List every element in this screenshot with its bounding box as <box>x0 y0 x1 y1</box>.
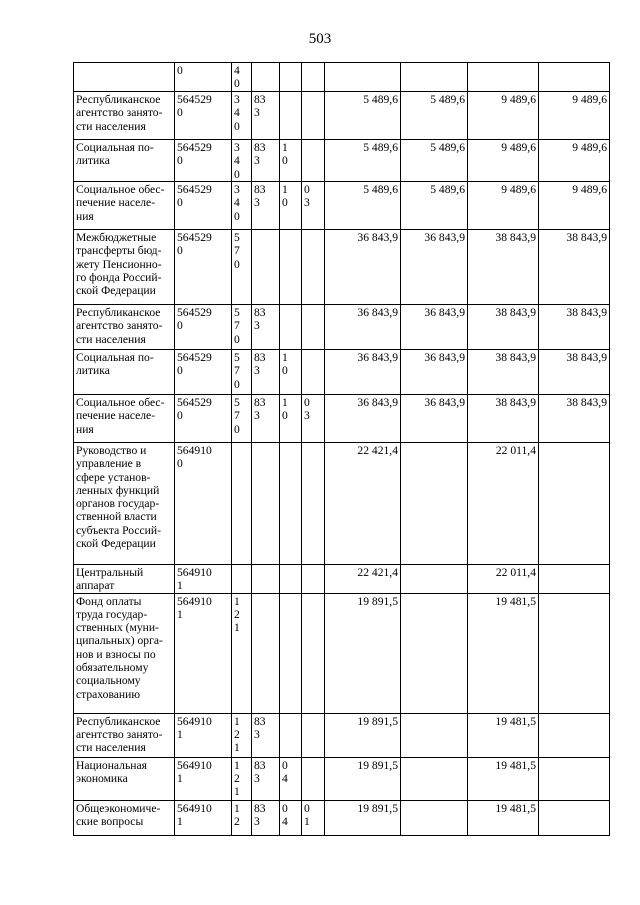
table-row <box>74 230 610 305</box>
amount-4-cell <box>539 443 610 565</box>
subsection-cell <box>302 63 325 92</box>
department-cell: 83 3 <box>252 757 280 800</box>
amount-3-cell: 9 489,6 <box>468 182 539 230</box>
amount-2-cell <box>401 593 468 713</box>
expense-type-cell: 1 2 <box>232 800 252 835</box>
code-cell: 564529 0 <box>175 182 232 230</box>
amount-4-cell: 38 843,9 <box>539 395 610 443</box>
amount-1-cell: 36 843,9 <box>325 395 401 443</box>
amount-1-cell: 19 891,5 <box>325 800 401 835</box>
amount-2-cell <box>401 565 468 594</box>
budget-table <box>73 62 610 836</box>
table-row <box>74 92 610 140</box>
amount-1-cell: 36 843,9 <box>325 230 401 305</box>
code-cell: 564910 1 <box>175 713 232 757</box>
subsection-cell: 0 1 <box>302 800 325 835</box>
amount-3-cell: 22 011,4 <box>468 443 539 565</box>
name-cell: Межбюджетные трансферты бюд- жету Пенсионно- го фонда Россий- ской Федерации <box>74 230 175 305</box>
expense-type-cell: 1 2 1 <box>232 713 252 757</box>
code-cell: 564529 0 <box>175 92 232 140</box>
table-row <box>74 713 610 757</box>
expense-type-cell: 1 2 1 <box>232 757 252 800</box>
department-cell <box>252 593 280 713</box>
table-row <box>74 63 610 92</box>
amount-3-cell: 38 843,9 <box>468 305 539 350</box>
code-cell: 564910 0 <box>175 443 232 565</box>
name-cell: Центральный аппарат <box>74 565 175 594</box>
name-cell: Социальная по- литика <box>74 350 175 395</box>
name-cell: Социальная по- литика <box>74 140 175 182</box>
amount-2-cell: 5 489,6 <box>401 140 468 182</box>
table-row <box>74 182 610 230</box>
amount-1-cell: 19 891,5 <box>325 757 401 800</box>
name-cell: Национальная экономика <box>74 757 175 800</box>
amount-1-cell: 22 421,4 <box>325 565 401 594</box>
amount-2-cell <box>401 800 468 835</box>
subsection-cell <box>302 305 325 350</box>
amount-4-cell: 9 489,6 <box>539 182 610 230</box>
amount-4-cell: 38 843,9 <box>539 305 610 350</box>
subsection-cell <box>302 593 325 713</box>
section-cell <box>280 593 302 713</box>
amount-3-cell: 38 843,9 <box>468 350 539 395</box>
amount-3-cell: 19 481,5 <box>468 713 539 757</box>
amount-4-cell: 38 843,9 <box>539 230 610 305</box>
subsection-cell: 0 3 <box>302 395 325 443</box>
amount-1-cell: 5 489,6 <box>325 140 401 182</box>
subsection-cell <box>302 757 325 800</box>
department-cell: 83 3 <box>252 800 280 835</box>
amount-2-cell: 5 489,6 <box>401 182 468 230</box>
subsection-cell: 0 3 <box>302 182 325 230</box>
expense-type-cell: 1 2 1 <box>232 593 252 713</box>
code-cell: 564910 1 <box>175 593 232 713</box>
section-cell <box>280 92 302 140</box>
page-number: 503 <box>308 31 332 47</box>
name-cell: Республиканское агентство занято- сти населения <box>74 92 175 140</box>
expense-type-cell: 5 7 0 <box>232 230 252 305</box>
amount-4-cell <box>539 593 610 713</box>
name-cell: Республиканское агентство занято- сти населения <box>74 713 175 757</box>
amount-3-cell: 22 011,4 <box>468 565 539 594</box>
section-cell <box>280 305 302 350</box>
table-row <box>74 395 610 443</box>
expense-type-cell <box>232 443 252 565</box>
amount-2-cell <box>401 63 468 92</box>
amount-1-cell: 36 843,9 <box>325 305 401 350</box>
name-cell <box>74 63 175 92</box>
name-cell: Общеэкономиче- ские вопросы <box>74 800 175 835</box>
department-cell: 83 3 <box>252 92 280 140</box>
code-cell: 564910 1 <box>175 565 232 594</box>
section-cell <box>280 63 302 92</box>
section-cell: 1 0 <box>280 350 302 395</box>
amount-3-cell: 9 489,6 <box>468 140 539 182</box>
amount-2-cell <box>401 757 468 800</box>
subsection-cell <box>302 140 325 182</box>
section-cell <box>280 565 302 594</box>
amount-4-cell: 38 843,9 <box>539 350 610 395</box>
amount-1-cell: 5 489,6 <box>325 182 401 230</box>
amount-4-cell <box>539 565 610 594</box>
amount-3-cell <box>468 63 539 92</box>
section-cell <box>280 230 302 305</box>
amount-2-cell: 36 843,9 <box>401 350 468 395</box>
name-cell: Республиканское агентство занято- сти населения <box>74 305 175 350</box>
subsection-cell <box>302 713 325 757</box>
section-cell: 1 0 <box>280 395 302 443</box>
amount-1-cell: 22 421,4 <box>325 443 401 565</box>
name-cell: Социальное обес- печение населе- ния <box>74 182 175 230</box>
section-cell <box>280 443 302 565</box>
expense-type-cell <box>232 565 252 594</box>
table-row <box>74 350 610 395</box>
code-cell: 564529 0 <box>175 350 232 395</box>
amount-3-cell: 38 843,9 <box>468 395 539 443</box>
amount-4-cell <box>539 800 610 835</box>
subsection-cell <box>302 443 325 565</box>
subsection-cell <box>302 92 325 140</box>
section-cell: 0 4 <box>280 800 302 835</box>
table-row <box>74 565 610 594</box>
amount-2-cell: 36 843,9 <box>401 305 468 350</box>
name-cell: Руководство и управление в сфере установ- ленных функций органов государ- ственной власти субъекта Россий- ской Федерации <box>74 443 175 565</box>
table-row <box>74 593 610 713</box>
amount-1-cell <box>325 63 401 92</box>
amount-1-cell: 19 891,5 <box>325 713 401 757</box>
amount-4-cell: 9 489,6 <box>539 92 610 140</box>
amount-2-cell: 36 843,9 <box>401 230 468 305</box>
code-cell: 564529 0 <box>175 305 232 350</box>
amount-4-cell <box>539 757 610 800</box>
table-row <box>74 305 610 350</box>
amount-4-cell <box>539 63 610 92</box>
table-row <box>74 800 610 835</box>
section-cell <box>280 713 302 757</box>
department-cell: 83 3 <box>252 713 280 757</box>
subsection-cell <box>302 565 325 594</box>
code-cell: 564910 1 <box>175 800 232 835</box>
code-cell: 564529 0 <box>175 395 232 443</box>
amount-2-cell: 36 843,9 <box>401 395 468 443</box>
department-cell <box>252 63 280 92</box>
department-cell: 83 3 <box>252 395 280 443</box>
amount-4-cell: 9 489,6 <box>539 140 610 182</box>
department-cell: 83 3 <box>252 182 280 230</box>
amount-1-cell: 5 489,6 <box>325 92 401 140</box>
amount-2-cell: 5 489,6 <box>401 92 468 140</box>
code-cell: 564529 0 <box>175 140 232 182</box>
department-cell: 83 3 <box>252 140 280 182</box>
expense-type-cell: 3 4 0 <box>232 182 252 230</box>
code-cell: 564529 0 <box>175 230 232 305</box>
department-cell <box>252 230 280 305</box>
department-cell: 83 3 <box>252 305 280 350</box>
amount-2-cell <box>401 713 468 757</box>
code-cell: 0 <box>175 63 232 92</box>
section-cell: 1 0 <box>280 182 302 230</box>
amount-3-cell: 19 481,5 <box>468 757 539 800</box>
amount-3-cell: 19 481,5 <box>468 800 539 835</box>
expense-type-cell: 4 0 <box>232 63 252 92</box>
amount-3-cell: 19 481,5 <box>468 593 539 713</box>
amount-1-cell: 19 891,5 <box>325 593 401 713</box>
expense-type-cell: 3 4 0 <box>232 140 252 182</box>
name-cell: Социальное обес- печение населе- ния <box>74 395 175 443</box>
expense-type-cell: 5 7 0 <box>232 395 252 443</box>
code-cell: 564910 1 <box>175 757 232 800</box>
section-cell: 1 0 <box>280 140 302 182</box>
amount-2-cell <box>401 443 468 565</box>
expense-type-cell: 5 7 0 <box>232 350 252 395</box>
amount-1-cell: 36 843,9 <box>325 350 401 395</box>
amount-4-cell <box>539 713 610 757</box>
subsection-cell <box>302 350 325 395</box>
table-row <box>74 443 610 565</box>
name-cell: Фонд оплаты труда государ- ственных (муни- ципальных) орга- нов и взносы по обязательному социальному страхованию <box>74 593 175 713</box>
expense-type-cell: 5 7 0 <box>232 305 252 350</box>
amount-3-cell: 9 489,6 <box>468 92 539 140</box>
expense-type-cell: 3 4 0 <box>232 92 252 140</box>
table-row <box>74 140 610 182</box>
department-cell <box>252 565 280 594</box>
section-cell: 0 4 <box>280 757 302 800</box>
department-cell <box>252 443 280 565</box>
amount-3-cell: 38 843,9 <box>468 230 539 305</box>
subsection-cell <box>302 230 325 305</box>
table-row <box>74 757 610 800</box>
department-cell: 83 3 <box>252 350 280 395</box>
